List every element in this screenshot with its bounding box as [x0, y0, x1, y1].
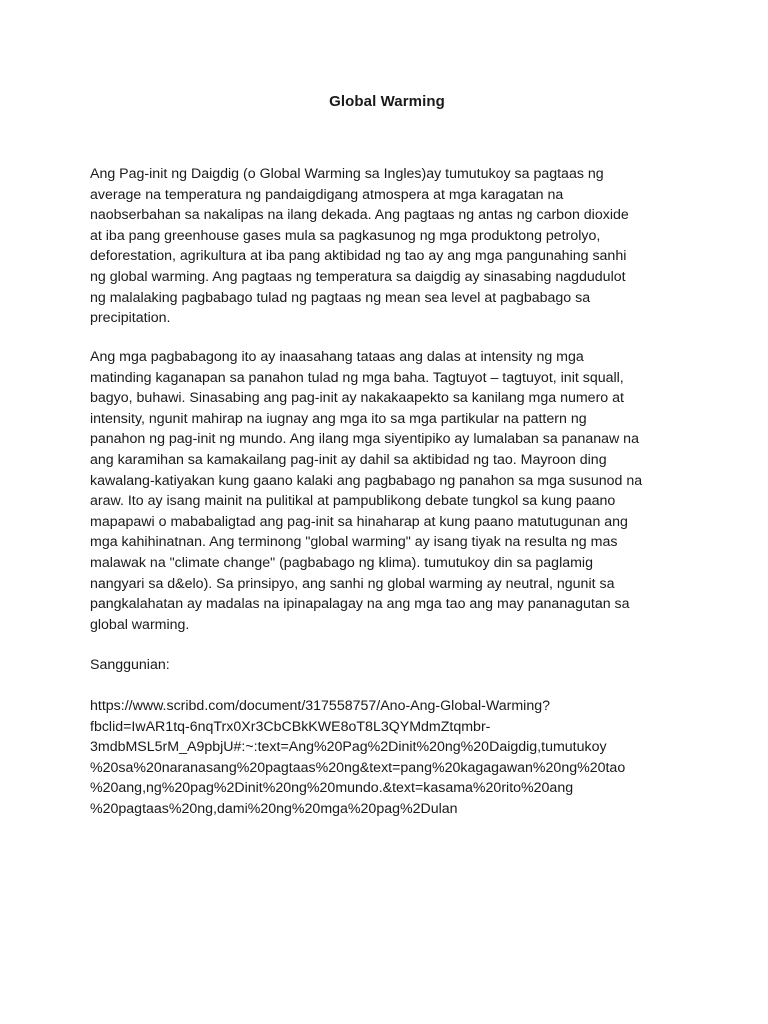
reference-url-line: fbclid=IwAR1tq-6nqTrx0Xr3CbCBkKWE8oT8L3QYMdmZtqmbr- [90, 718, 491, 735]
paragraph-line: mga kahihinatnan. Ang terminong "global warming" ay isang tiyak na resulta ng mas [90, 534, 618, 551]
paragraph-effects [90, 347, 690, 635]
paragraph-line: intensity, ngunit mahirap na iugnay ang mga ito sa mga partikular na pattern ng [90, 410, 587, 427]
document-title: Global Warming [329, 93, 445, 110]
paragraph-line: panahon ng pag-init ng mundo. Ang ilang mga siyentipiko ay lumalaban sa pananaw na [90, 431, 639, 448]
reference-url-line: %20pagtaas%20ng,dami%20ng%20mga%20pag%2Dulan [90, 800, 458, 817]
paragraph-line: deforestation, agrikultura at iba pang aktibidad ng tao ay ang mga pangunahing sanhi [90, 248, 627, 265]
reference-url-line: %20sa%20naranasang%20pagtaas%20ng&text=pang%20kagagawan%20ng%20tao [90, 759, 626, 776]
paragraph-line: precipitation. [90, 310, 171, 327]
paragraph-line: araw. Ito ay isang mainit na pulitikal at pampublikong debate tungkol sa kung paano [90, 493, 616, 510]
reference-url-line: https://www.scribd.com/document/317558757/Ano-Ang-Global-Warming? [90, 698, 551, 714]
paragraph-intro [90, 164, 690, 329]
paragraph-line: bagyo, buhawi. Sinasabing ang pag-init ay nakakaapekto sa kanilang mga numero at [90, 390, 624, 407]
reference-url-line: %20ang,ng%20pag%2Dinit%20ng%20mundo.&text=kasama%20rito%20ang [90, 780, 574, 797]
paragraph-line: ng global warming. Ang pagtaas ng temperatura sa daigdig ay sinasabing nagdudulot [90, 268, 626, 285]
paragraph-line: global warming. [90, 616, 190, 633]
paragraph-line: ng malalaking pagbabago tulad ng pagtaas ng mean sea level at pagbabago sa [90, 289, 591, 306]
paragraph-line: kawalang-katiyakan kung gaano kalaki ang pagbabago ng panahon sa mga susunod na [90, 472, 643, 489]
paragraph-line: ang karamihan sa kamakailang pag-init ay dahil sa aktibidad ng tao. Mayroon ding [90, 451, 607, 468]
paragraph-line: Ang mga pagbabagong ito ay inaasahang tataas ang dalas at intensity ng mga [90, 349, 584, 365]
paragraph-line: Ang Pag-init ng Daigdig (o Global Warming sa Ingles)ay tumutukoy sa pagtaas ng [90, 166, 604, 182]
reference-url-line: 3mdbMSL5rM_A9pbjU#:~:text=Ang%20Pag%2Dinit%20ng%20Daigdig,tumutukoy [90, 739, 607, 756]
paragraph-line: matinding kaganapan sa panahon tulad ng mga baha. Tagtuyot – tagtuyot, init squall, [90, 369, 624, 386]
paragraph-line: pangkalahatan ay madalas na ipinapalagay na ang mga tao ang may pananagutan sa [90, 596, 630, 613]
paragraph-line: nangyari sa d&elo). Sa prinsipyo, ang sanhi ng global warming ay neutral, ngunit sa [90, 575, 615, 592]
reference-url [90, 696, 700, 820]
paragraph-line: naobserbahan sa nakalipas na ilang dekada. Ang pagtaas ng antas ng carbon dioxide [90, 207, 629, 224]
references-heading: Sanggunian: [90, 657, 170, 673]
paragraph-line: average na temperatura ng pandaigdigang atmospera at mga karagatan na [90, 186, 564, 203]
paragraph-line: mapapawi o mababaligtad ang pag-init sa hinaharap at kung paano matutugunan ang [90, 513, 628, 530]
paragraph-line: malawak na "climate change" (pagbabago ng klima). tumutukoy din sa paglamig [90, 554, 593, 571]
paragraph-line: at iba pang greenhouse gases mula sa pagkasunog ng mga produktong petrolyo, [90, 227, 601, 244]
